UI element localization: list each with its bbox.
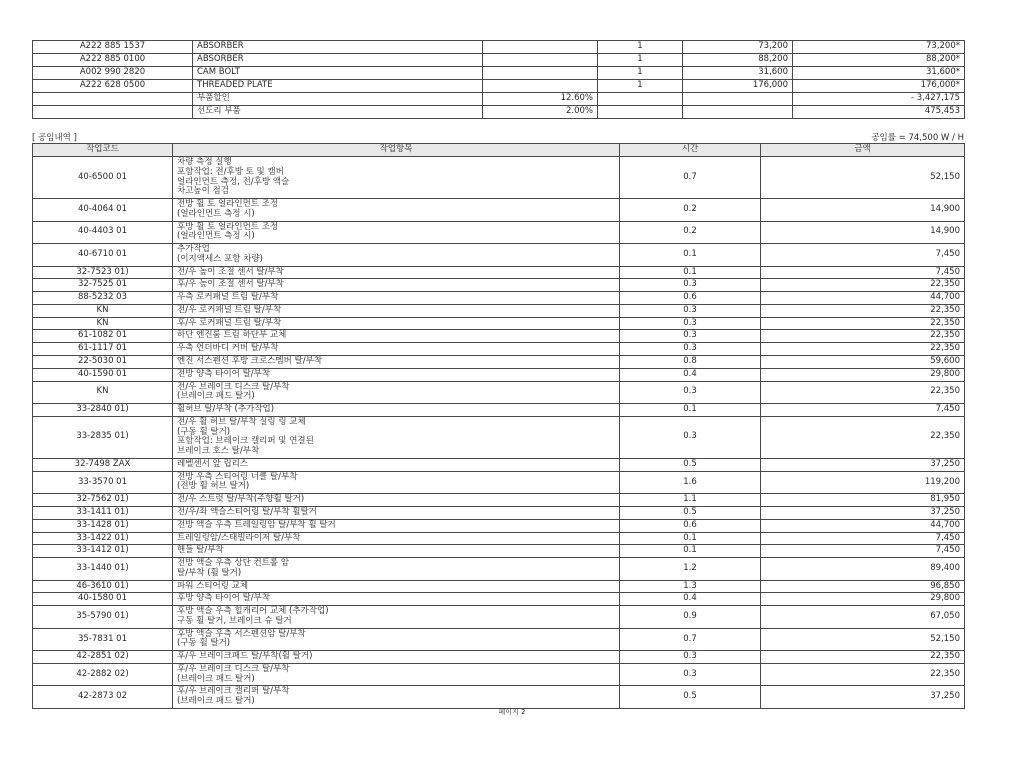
- labor-code: 42-2882 02): [33, 663, 173, 686]
- part-amount: - 3,427,175: [793, 93, 965, 106]
- labor-amount: 59,600: [761, 356, 965, 369]
- part-rate: [483, 67, 598, 80]
- labor-time: 1.6: [620, 471, 761, 494]
- labor-item: 핸들 탈/부착: [173, 545, 620, 558]
- labor-time: 0.3: [620, 304, 761, 317]
- labor-time: 0.5: [620, 506, 761, 519]
- labor-code: 32-7525 01: [33, 279, 173, 292]
- part-unit-price: 73,200: [683, 41, 793, 54]
- parts-row: [33, 54, 965, 67]
- labor-section-title: [ 공임내역 ]: [32, 133, 77, 143]
- labor-item: 휠허브 탈/부착 (추가작업): [173, 404, 620, 417]
- part-name: 선도리 부품: [193, 106, 483, 119]
- labor-item: 후방 양측 타이어 탈/부착: [173, 593, 620, 606]
- labor-time: 0.3: [620, 330, 761, 343]
- labor-item: 전/우 높이 조절 센서 탈/부착: [173, 266, 620, 279]
- header-time: 시간: [620, 144, 761, 157]
- labor-time: 0.1: [620, 545, 761, 558]
- part-name: THREADED PLATE: [193, 80, 483, 93]
- labor-item: 전방 액슬 우측 트레일링암 탈/부착 휠 탈거: [173, 519, 620, 532]
- labor-amount: 22,350: [761, 343, 965, 356]
- part-name: ABSORBER: [193, 54, 483, 67]
- labor-code: 40-4403 01: [33, 221, 173, 244]
- labor-row: [33, 558, 965, 581]
- labor-row: [33, 381, 965, 404]
- labor-code: 32-7523 01): [33, 266, 173, 279]
- part-rate: 12.60%: [483, 93, 598, 106]
- parts-table-body: [33, 41, 965, 119]
- labor-time: 0.1: [620, 404, 761, 417]
- labor-code: 40-4064 01: [33, 199, 173, 222]
- labor-item: 엔진 서스펜션 후방 크로스멤버 탈/부착: [173, 356, 620, 369]
- labor-item: 전/우/좌 액슬스티어링 탈/부착 휠탈거: [173, 506, 620, 519]
- labor-code: 88-5232 03: [33, 292, 173, 305]
- labor-code: 33-1422 01): [33, 532, 173, 545]
- labor-item: 트레일링암/스태빌라이저 탈/부착: [173, 532, 620, 545]
- part-amount: 88,200*: [793, 54, 965, 67]
- labor-amount: 81,950: [761, 494, 965, 507]
- header-code: 작업코드: [33, 144, 173, 157]
- labor-item: 전방 액슬 우측 상단 컨트롤 암 탈/부착 (휠 탈거): [173, 558, 620, 581]
- labor-amount: 37,250: [761, 506, 965, 519]
- labor-row: [33, 458, 965, 471]
- labor-amount: 7,450: [761, 404, 965, 417]
- labor-item: 파워 스티어링 교체: [173, 580, 620, 593]
- labor-amount: 22,350: [761, 416, 965, 458]
- labor-amount: 89,400: [761, 558, 965, 581]
- labor-code: 46-3610 01): [33, 580, 173, 593]
- labor-amount: 14,900: [761, 221, 965, 244]
- labor-code: KN: [33, 304, 173, 317]
- labor-time: 0.7: [620, 157, 761, 199]
- part-rate: [483, 54, 598, 67]
- labor-row: [33, 343, 965, 356]
- labor-code: KN: [33, 381, 173, 404]
- labor-code: 40-6500 01: [33, 157, 173, 199]
- labor-amount: 44,700: [761, 519, 965, 532]
- labor-amount: 52,150: [761, 157, 965, 199]
- labor-code: 33-1411 01): [33, 506, 173, 519]
- labor-table: [32, 143, 965, 709]
- labor-time: 0.3: [620, 651, 761, 664]
- labor-row: [33, 244, 965, 267]
- parts-row: [33, 67, 965, 80]
- labor-amount: 119,200: [761, 471, 965, 494]
- labor-item: 후방 액슬 우측 서스펜션암 탈/부착 (구동 휠 탈거): [173, 628, 620, 651]
- labor-code: 33-2835 01): [33, 416, 173, 458]
- labor-amount: 29,800: [761, 593, 965, 606]
- labor-time: 0.9: [620, 606, 761, 629]
- labor-item: 후방 액슬 우측 힐캐리어 교체 (추가작업) 구동 휠 탈거, 브레이크 슈 탈거: [173, 606, 620, 629]
- part-qty: [598, 93, 683, 106]
- labor-code: 40-1590 01: [33, 368, 173, 381]
- labor-amount: 14,900: [761, 199, 965, 222]
- labor-item: 전방 양측 타이어 탈/부착: [173, 368, 620, 381]
- labor-code: 42-2851 02): [33, 651, 173, 664]
- labor-amount: 29,800: [761, 368, 965, 381]
- labor-time: 1.2: [620, 558, 761, 581]
- labor-time: 0.6: [620, 292, 761, 305]
- labor-time: 0.5: [620, 458, 761, 471]
- part-amount: 475,453: [793, 106, 965, 119]
- part-amount: 73,200*: [793, 41, 965, 54]
- part-qty: 1: [598, 67, 683, 80]
- labor-row: [33, 157, 965, 199]
- labor-code: 32-7562 01): [33, 494, 173, 507]
- labor-amount: 22,350: [761, 330, 965, 343]
- labor-row: [33, 580, 965, 593]
- labor-amount: 96,850: [761, 580, 965, 593]
- part-unit-price: 88,200: [683, 54, 793, 67]
- labor-item: 레벨센서 앞 립리스: [173, 458, 620, 471]
- labor-amount: 22,350: [761, 651, 965, 664]
- part-name: ABSORBER: [193, 41, 483, 54]
- labor-code: 40-1580 01: [33, 593, 173, 606]
- labor-row: [33, 593, 965, 606]
- labor-time: 1.1: [620, 494, 761, 507]
- labor-item: 우측 로커패널 트림 탈/부착: [173, 292, 620, 305]
- labor-header-row: [33, 144, 965, 157]
- labor-time: 0.3: [620, 663, 761, 686]
- part-code: [33, 106, 193, 119]
- labor-item: 후/우 브레이크 캘리퍼 탈/부착 (브레이크 패드 탈거): [173, 686, 620, 709]
- part-rate: [483, 80, 598, 93]
- part-unit-price: 176,000: [683, 80, 793, 93]
- labor-row: [33, 199, 965, 222]
- labor-code: 22-5030 01: [33, 356, 173, 369]
- part-qty: 1: [598, 80, 683, 93]
- labor-item: 전방 휠 토 얼라인먼트 조정 (얼라인먼트 측정 시): [173, 199, 620, 222]
- parts-row: [33, 41, 965, 54]
- labor-code: 42-2873 02: [33, 686, 173, 709]
- labor-time: 0.1: [620, 532, 761, 545]
- labor-amount: 7,450: [761, 532, 965, 545]
- labor-row: [33, 356, 965, 369]
- labor-code: 32-7498 ZAX: [33, 458, 173, 471]
- part-code: A222 885 1537: [33, 41, 193, 54]
- labor-row: [33, 663, 965, 686]
- labor-amount: 22,350: [761, 317, 965, 330]
- labor-amount: 22,350: [761, 663, 965, 686]
- labor-item: 후/우 로커패널 트림 탈/부착: [173, 317, 620, 330]
- labor-row: [33, 471, 965, 494]
- part-unit-price: [683, 106, 793, 119]
- part-amount: 176,000*: [793, 80, 965, 93]
- labor-row: [33, 686, 965, 709]
- labor-item: 전방 우측 스티어링 너클 탈/부착 (전방 휠 허브 탈거): [173, 471, 620, 494]
- part-code: A222 628 0500: [33, 80, 193, 93]
- labor-time: 0.8: [620, 356, 761, 369]
- labor-item: 차량 측정 실행 포함작업: 전/후방 토 및 캠버 얼라인먼트 측정, 전/후방 액슬 차고높이 점검: [173, 157, 620, 199]
- labor-row: [33, 279, 965, 292]
- labor-amount: 22,350: [761, 381, 965, 404]
- labor-row: [33, 519, 965, 532]
- labor-item: 후/우 브레이크 디스크 탈/부착 (브레이크 패드 탈거): [173, 663, 620, 686]
- part-code: A002 990 2820: [33, 67, 193, 80]
- labor-row: [33, 404, 965, 417]
- part-code: A222 885 0100: [33, 54, 193, 67]
- labor-item: 전/우 브레이크 디스크 탈/부착 (브레이크 패드 탈거): [173, 381, 620, 404]
- labor-row: [33, 416, 965, 458]
- labor-time: 0.4: [620, 368, 761, 381]
- labor-item: 전/우 휠 허브 탈/부착 실링 링 교체 (구동 휠 탈거) 포함작업: 브레이크 캘리퍼 및 연결된 브레이크 호스 탈/부착: [173, 416, 620, 458]
- labor-row: [33, 545, 965, 558]
- labor-code: 40-6710 01: [33, 244, 173, 267]
- labor-amount: 52,150: [761, 628, 965, 651]
- labor-row: [33, 506, 965, 519]
- labor-time: 0.1: [620, 266, 761, 279]
- labor-time: 0.6: [620, 519, 761, 532]
- labor-time: 0.3: [620, 416, 761, 458]
- labor-amount: 7,450: [761, 244, 965, 267]
- labor-row: [33, 266, 965, 279]
- parts-row: [33, 106, 965, 119]
- labor-code: 35-5790 01): [33, 606, 173, 629]
- labor-amount: 67,050: [761, 606, 965, 629]
- labor-item: 우측 언더바디 커버 탈/부착: [173, 343, 620, 356]
- labor-item: 하단 엔진룸 트림 하단부 교체: [173, 330, 620, 343]
- labor-amount: 37,250: [761, 458, 965, 471]
- part-amount: 31,600*: [793, 67, 965, 80]
- labor-item: 전/우 스트럿 탈/부착(주향휠 탈거): [173, 494, 620, 507]
- labor-item: 후/우 높이 조절 센서 탈/부착: [173, 279, 620, 292]
- part-unit-price: 31,600: [683, 67, 793, 80]
- labor-row: [33, 606, 965, 629]
- labor-time: 0.2: [620, 221, 761, 244]
- labor-code: 33-2840 01): [33, 404, 173, 417]
- part-name: CAM BOLT: [193, 67, 483, 80]
- part-qty: [598, 106, 683, 119]
- part-code: [33, 93, 193, 106]
- labor-amount: 22,350: [761, 304, 965, 317]
- labor-row: [33, 221, 965, 244]
- labor-code: 61-1117 01: [33, 343, 173, 356]
- labor-time: 0.3: [620, 279, 761, 292]
- labor-item: 후방 휠 토 얼라인먼트 조정 (얼라인먼트 측정 시): [173, 221, 620, 244]
- labor-row: [33, 628, 965, 651]
- parts-row: [33, 93, 965, 106]
- labor-time: 0.4: [620, 593, 761, 606]
- labor-code: 33-3570 01: [33, 471, 173, 494]
- labor-code: 61-1082 01: [33, 330, 173, 343]
- labor-amount: 22,350: [761, 279, 965, 292]
- labor-time: 0.7: [620, 628, 761, 651]
- labor-time: 1.3: [620, 580, 761, 593]
- labor-code: 35-7831 01: [33, 628, 173, 651]
- labor-row: [33, 368, 965, 381]
- labor-row: [33, 651, 965, 664]
- labor-time: 0.5: [620, 686, 761, 709]
- labor-time: 0.1: [620, 244, 761, 267]
- labor-row: [33, 304, 965, 317]
- labor-rate: 공임률 = 74,500 W / H: [871, 133, 964, 143]
- labor-code: KN: [33, 317, 173, 330]
- labor-row: [33, 532, 965, 545]
- part-rate: [483, 41, 598, 54]
- labor-time: 0.2: [620, 199, 761, 222]
- labor-row: [33, 292, 965, 305]
- labor-table-body: [33, 157, 965, 709]
- labor-item: 전/우 로커패널 트림 탈/부착: [173, 304, 620, 317]
- header-amount: 금액: [761, 144, 965, 157]
- part-rate: 2.00%: [483, 106, 598, 119]
- header-item: 작업항목: [173, 144, 620, 157]
- labor-code: 33-1440 01): [33, 558, 173, 581]
- labor-row: [33, 330, 965, 343]
- labor-code: 33-1412 01): [33, 545, 173, 558]
- labor-amount: 7,450: [761, 545, 965, 558]
- part-name: 부품할인: [193, 93, 483, 106]
- labor-amount: 7,450: [761, 266, 965, 279]
- labor-amount: 37,250: [761, 686, 965, 709]
- labor-row: [33, 494, 965, 507]
- labor-item: 후/우 브레이크패드 탈/부착(휠 탈거): [173, 651, 620, 664]
- labor-time: 0.3: [620, 343, 761, 356]
- part-qty: 1: [598, 54, 683, 67]
- parts-table: [32, 40, 965, 119]
- labor-code: 33-1428 01): [33, 519, 173, 532]
- part-unit-price: [683, 93, 793, 106]
- part-qty: 1: [598, 41, 683, 54]
- labor-time: 0.3: [620, 317, 761, 330]
- labor-item: 추가작업 (이지액세스 포함 차량): [173, 244, 620, 267]
- labor-amount: 44,700: [761, 292, 965, 305]
- labor-row: [33, 317, 965, 330]
- parts-row: [33, 80, 965, 93]
- page-number: 페이지 2: [498, 708, 526, 716]
- labor-time: 0.3: [620, 381, 761, 404]
